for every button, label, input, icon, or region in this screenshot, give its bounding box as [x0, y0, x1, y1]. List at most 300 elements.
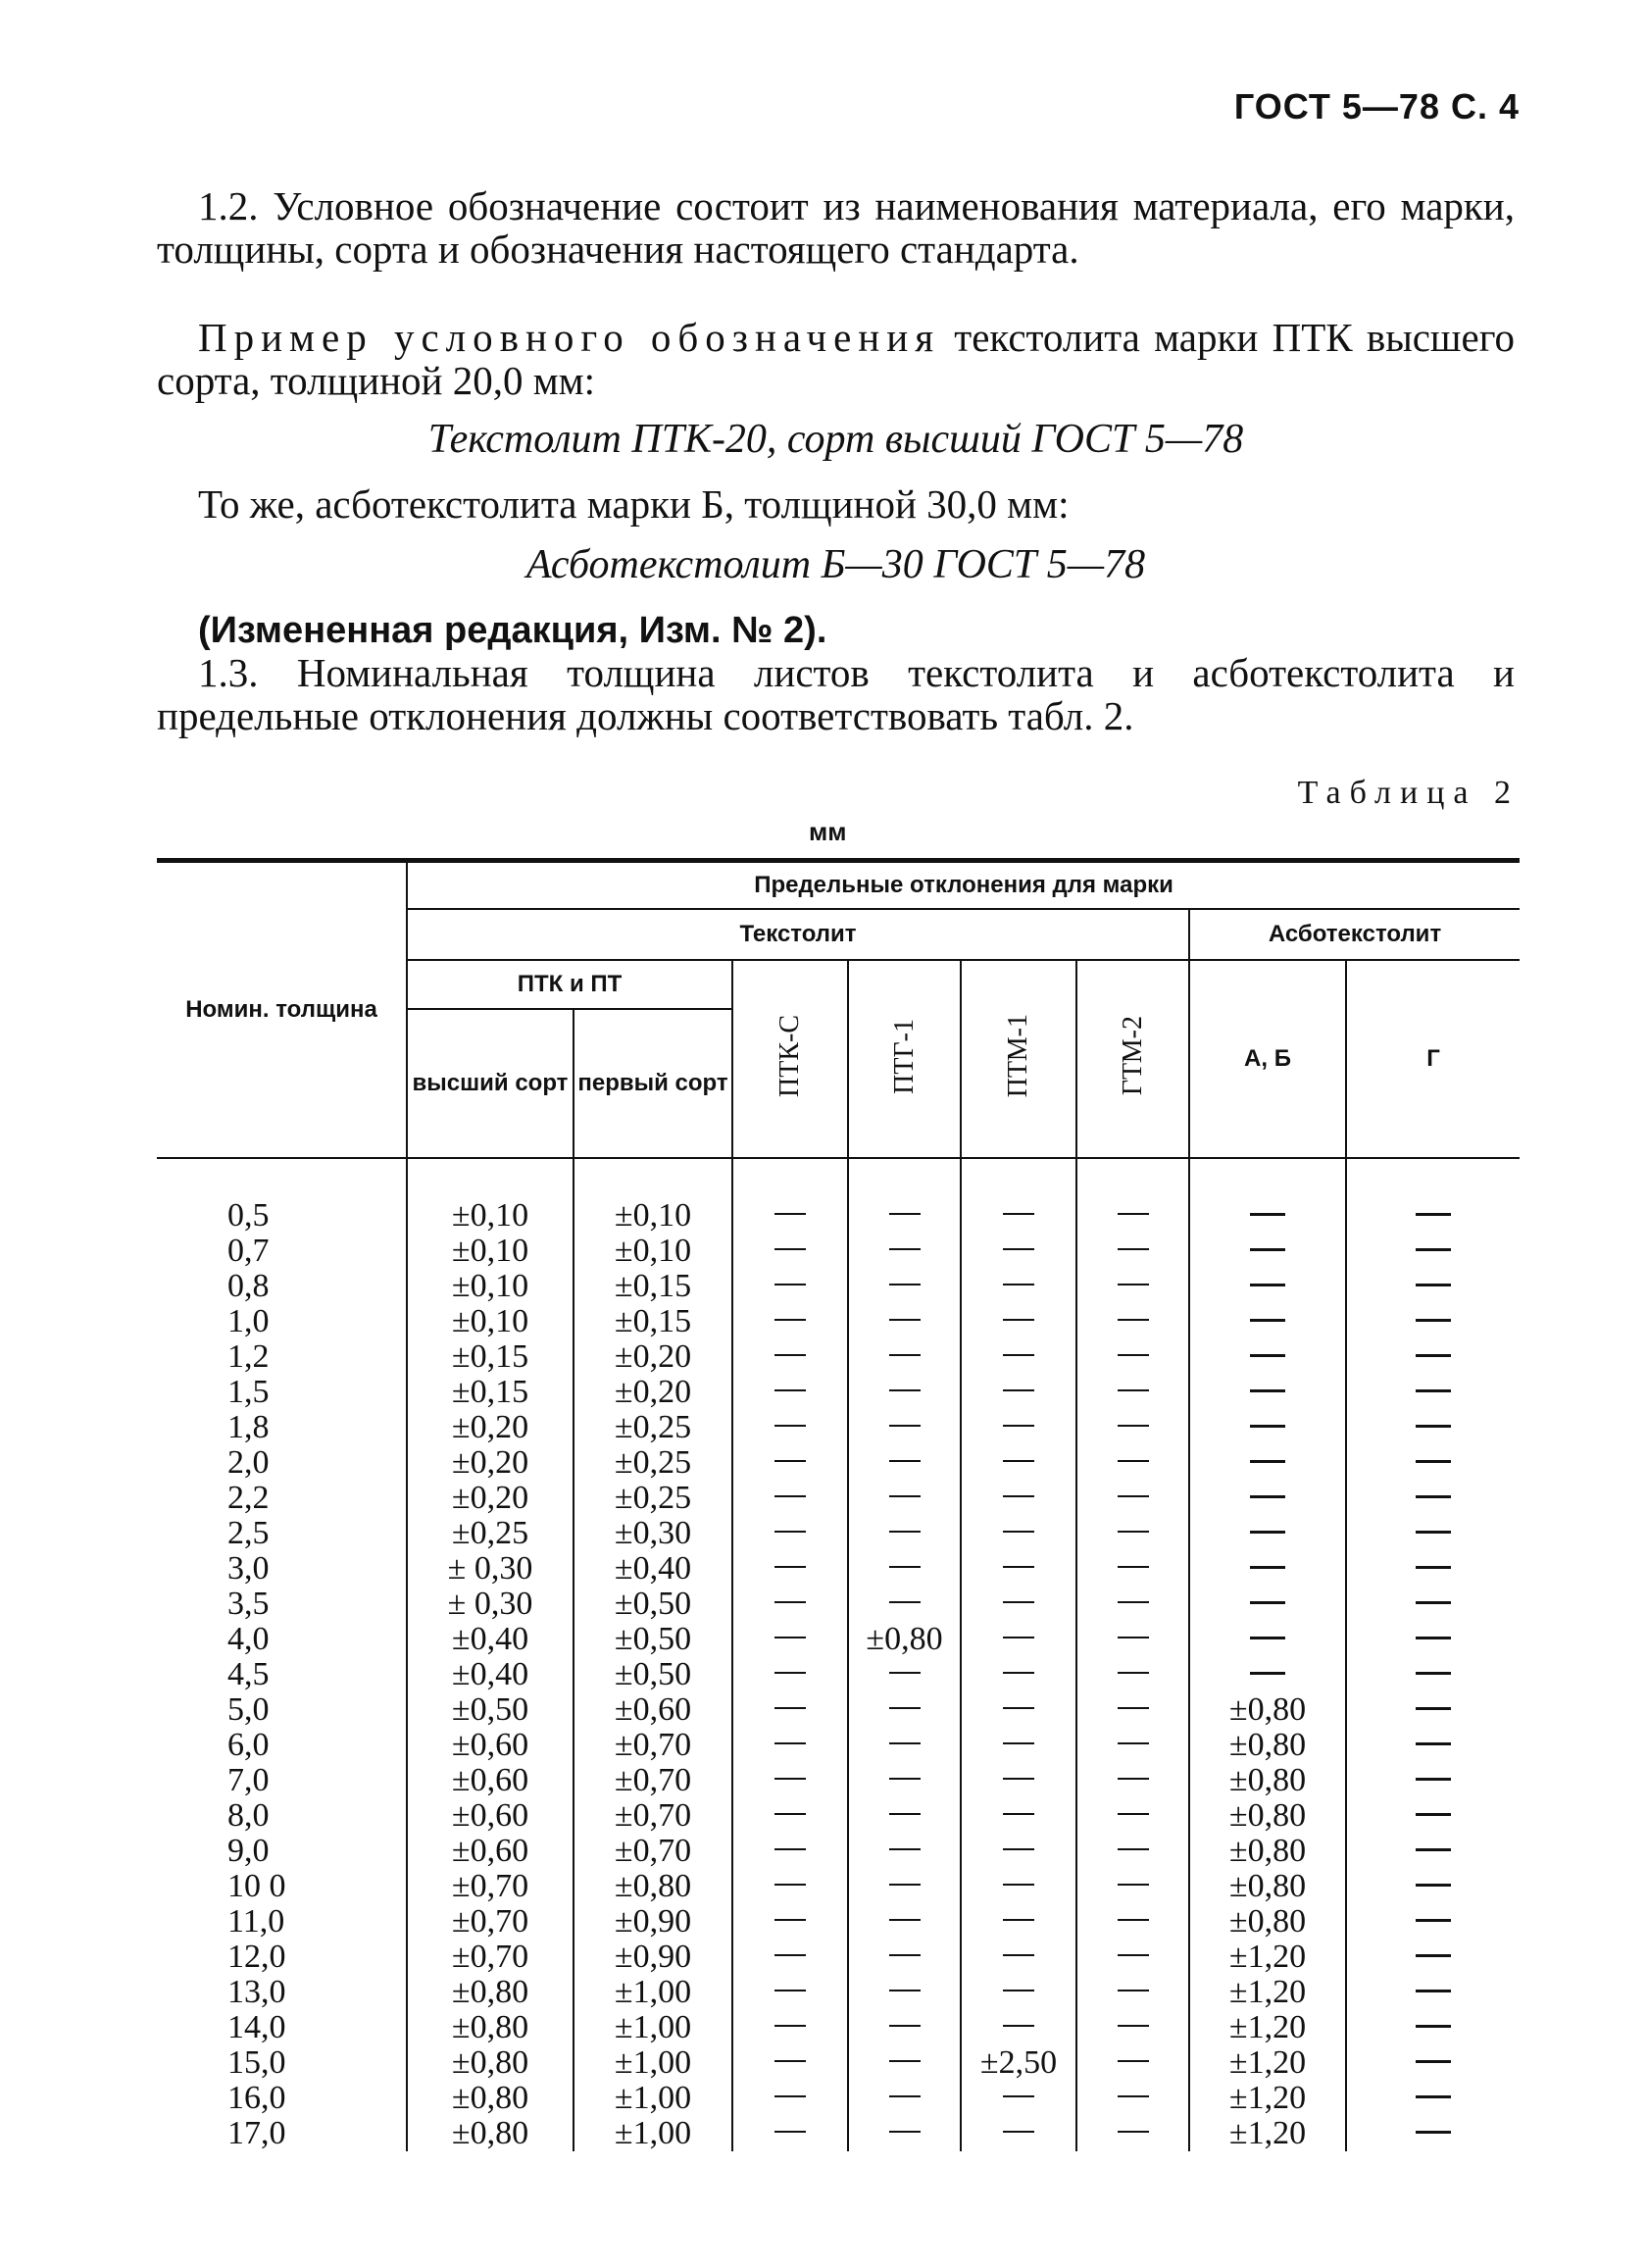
cell-highest: ±0,20	[407, 1410, 574, 1445]
dash-mark	[889, 1354, 921, 1356]
dash-mark	[1416, 1495, 1451, 1498]
dash-mark	[1416, 2025, 1451, 2028]
table-row	[157, 1551, 1520, 1587]
cell-gtm-2	[1076, 1410, 1189, 1445]
cell-nominal: 8,0	[227, 1797, 270, 1834]
dash-mark	[889, 1566, 921, 1568]
header-textolite: Текстолит	[407, 909, 1189, 960]
cell-ptg-1	[848, 1692, 961, 1728]
dash-mark	[774, 1954, 806, 1956]
dash-mark	[889, 1848, 921, 1850]
dash-mark	[1118, 1919, 1149, 1921]
cell-nominal: 7,0	[227, 1762, 270, 1798]
dash-mark	[889, 2131, 921, 2133]
cell-highest: ±0,60	[407, 1798, 574, 1834]
cell-first: ±0,10	[574, 1198, 732, 1234]
dash-mark	[1416, 1672, 1451, 1675]
dash-mark	[1416, 1284, 1451, 1286]
dash-mark	[774, 1637, 806, 1638]
cell-ptg-1	[848, 1339, 961, 1375]
dash-mark	[889, 2025, 921, 2027]
table-body	[157, 1158, 1520, 2151]
cell-ptm-1	[961, 1481, 1076, 1516]
cell-ptm-1	[961, 1304, 1076, 1339]
dash-mark	[1003, 1284, 1034, 1285]
table-row	[157, 1587, 1520, 1622]
dash-mark	[889, 1319, 921, 1321]
dash-mark	[1118, 1495, 1149, 1497]
table-row	[157, 1657, 1520, 1692]
cell-a-b	[1189, 1234, 1346, 1269]
dash-mark	[1416, 1601, 1451, 1604]
dash-mark	[1416, 1248, 1451, 1251]
dash-mark	[1416, 1566, 1451, 1569]
cell-ptk-s	[732, 1234, 848, 1269]
dash-mark	[1250, 1248, 1285, 1251]
cell-ptk-s	[732, 1798, 848, 1834]
dash-mark	[889, 1213, 921, 1215]
cell-a-b	[1189, 1516, 1346, 1551]
cell-g	[1346, 1869, 1520, 1904]
example-label: Пример условного обозначения	[198, 315, 941, 360]
cell-first: ±0,25	[574, 1481, 732, 1516]
dash-mark	[1003, 1884, 1034, 1886]
dash-mark	[889, 1742, 921, 1744]
cell-nominal: 0,7	[227, 1233, 270, 1269]
cell-g	[1346, 2045, 1520, 2081]
cell-ptm-1	[961, 1798, 1076, 1834]
example-designation-textolite: Текстолит ПТК-20, сорт высший ГОСТ 5—78	[427, 417, 1244, 462]
dash-mark	[1118, 1954, 1149, 1956]
dash-mark	[774, 1495, 806, 1497]
dash-mark	[889, 1460, 921, 1462]
cell-highest: ±0,40	[407, 1657, 574, 1692]
dash-mark	[1416, 1460, 1451, 1463]
dash-mark	[774, 1813, 806, 1815]
cell-highest: ±0,70	[407, 1940, 574, 1975]
cell-nominal: 14,0	[227, 2009, 286, 2045]
dash-mark	[889, 1884, 921, 1886]
header-ptk-s: ПТК-С	[732, 960, 848, 1158]
cell-nominal: 0,8	[227, 1268, 270, 1304]
header-gtm-2: ГТМ-2	[1076, 960, 1189, 1158]
cell-ptk-s	[732, 1269, 848, 1304]
dash-mark	[1250, 1460, 1285, 1463]
dash-mark	[1118, 1990, 1149, 1991]
cell-nominal: 4,0	[227, 1621, 270, 1657]
dash-mark	[889, 1601, 921, 1603]
cell-ptk-s	[732, 1198, 848, 1234]
header-g: Г	[1346, 960, 1520, 1158]
cell-ptg-1	[848, 1445, 961, 1481]
cell-ptk-s	[732, 1516, 848, 1551]
cell-ptg-1	[848, 1657, 961, 1692]
cell-gtm-2	[1076, 1869, 1189, 1904]
cell-a-b: ±0,80	[1189, 1904, 1346, 1940]
dash-mark	[1416, 2060, 1451, 2063]
dash-mark	[889, 1990, 921, 1991]
cell-a-b: ±0,80	[1189, 1798, 1346, 1834]
cell-a-b	[1189, 1198, 1346, 1234]
cell-a-b: ±0,80	[1189, 1728, 1346, 1763]
example-designation-asbotextolite: Асботекстолит Б—30 ГОСТ 5—78	[525, 542, 1146, 587]
cell-a-b: ±1,20	[1189, 2081, 1346, 2116]
cell-a-b	[1189, 1445, 1346, 1481]
cell-highest: ±0,20	[407, 1445, 574, 1481]
cell-first: ±0,90	[574, 1940, 732, 1975]
dash-mark	[889, 1954, 921, 1956]
cell-nominal: 10 0	[227, 1868, 286, 1904]
cell-ptm-1	[961, 1622, 1076, 1657]
table-row	[157, 1975, 1520, 2010]
cell-first: ±0,70	[574, 1834, 732, 1869]
dash-mark	[1118, 2025, 1149, 2027]
cell-nominal: 2,2	[227, 1480, 270, 1516]
table-row	[157, 1692, 1520, 1728]
cell-gtm-2	[1076, 2116, 1189, 2151]
cell-nominal: 1,8	[227, 1409, 270, 1445]
dash-mark	[1118, 1460, 1149, 1462]
header-ptg-1: ПТГ-1	[848, 960, 961, 1158]
cell-highest: ±0,80	[407, 2045, 574, 2081]
cell-ptk-s	[732, 1481, 848, 1516]
cell-highest: ±0,20	[407, 1481, 574, 1516]
cell-g	[1346, 1834, 1520, 1869]
cell-ptk-s	[732, 1410, 848, 1445]
cell-ptk-s	[732, 1904, 848, 1940]
dash-mark	[1416, 1425, 1451, 1428]
cell-a-b	[1189, 1587, 1346, 1622]
dash-mark	[889, 1495, 921, 1497]
cell-ptg-1	[848, 1551, 961, 1587]
table-row	[157, 1304, 1520, 1339]
cell-gtm-2	[1076, 2045, 1189, 2081]
table-row	[157, 1869, 1520, 1904]
cell-g	[1346, 1763, 1520, 1798]
cell-a-b: ±1,20	[1189, 1940, 1346, 1975]
document-code: ГОСТ 5—78 С. 4	[1233, 86, 1520, 126]
dash-mark	[1118, 2060, 1149, 2062]
cell-g	[1346, 1587, 1520, 1622]
dash-mark	[1003, 1389, 1034, 1391]
dash-mark	[1118, 1884, 1149, 1886]
dash-mark	[889, 1919, 921, 1921]
dash-mark	[1118, 1813, 1149, 1815]
cell-nominal: 6,0	[227, 1727, 270, 1763]
cell-ptg-1	[848, 1304, 961, 1339]
cell-first: ±1,00	[574, 1975, 732, 2010]
cell-ptk-s	[732, 2116, 848, 2151]
header-limit-deviations: Предельные отклонения для марки	[407, 861, 1520, 910]
dash-mark	[1416, 1778, 1451, 1781]
dash-mark	[774, 1389, 806, 1391]
dash-mark	[774, 1919, 806, 1921]
dash-mark	[774, 2025, 806, 2027]
dash-mark	[889, 1425, 921, 1427]
cell-first: ±0,90	[574, 1904, 732, 1940]
dash-mark	[1416, 1213, 1451, 1216]
cell-a-b	[1189, 1551, 1346, 1587]
dash-mark	[774, 1248, 806, 1250]
table-row	[157, 1763, 1520, 1798]
cell-gtm-2	[1076, 1728, 1189, 1763]
cell-highest: ±0,15	[407, 1375, 574, 1410]
cell-ptm-1	[961, 1375, 1076, 1410]
cell-ptk-s	[732, 1869, 848, 1904]
dash-mark	[774, 1284, 806, 1285]
cell-nominal: 17,0	[227, 2115, 286, 2151]
cell-gtm-2	[1076, 1975, 1189, 2010]
dash-mark	[774, 1460, 806, 1462]
cell-ptg-1	[848, 1869, 961, 1904]
dash-mark	[1416, 1954, 1451, 1957]
cell-g	[1346, 1375, 1520, 1410]
cell-ptk-s	[732, 2045, 848, 2081]
cell-ptm-1	[961, 2116, 1076, 2151]
cell-first: ±0,15	[574, 1304, 732, 1339]
cell-first: ±0,70	[574, 1728, 732, 1763]
dash-mark	[1003, 1848, 1034, 1850]
cell-gtm-2	[1076, 1375, 1189, 1410]
dash-mark	[1118, 1672, 1149, 1674]
cell-g	[1346, 2010, 1520, 2045]
dash-mark	[1003, 2131, 1034, 2133]
cell-highest: ±0,60	[407, 1728, 574, 1763]
cell-nominal: 11,0	[227, 1903, 285, 1940]
dash-mark	[1416, 1389, 1451, 1392]
dash-mark	[1118, 1248, 1149, 1250]
table-row	[157, 1375, 1520, 1410]
cell-highest: ±0,70	[407, 1904, 574, 1940]
cell-ptk-s	[732, 1728, 848, 1763]
cell-first: ±0,50	[574, 1657, 732, 1692]
cell-highest: ±0,80	[407, 2081, 574, 2116]
cell-g	[1346, 1516, 1520, 1551]
dash-mark	[1250, 1354, 1285, 1357]
cell-ptk-s	[732, 1692, 848, 1728]
dash-mark	[889, 2060, 921, 2062]
dash-mark	[1416, 1319, 1451, 1322]
dash-mark	[1003, 1495, 1034, 1497]
dash-mark	[1118, 2095, 1149, 2097]
dash-mark	[774, 2131, 806, 2133]
dash-mark	[774, 1848, 806, 1850]
thickness-tolerance-table	[157, 858, 1520, 2151]
cell-ptk-s	[732, 1304, 848, 1339]
cell-ptg-1	[848, 2010, 961, 2045]
dash-mark	[774, 1742, 806, 1744]
cell-ptm-1	[961, 1728, 1076, 1763]
dash-mark	[1118, 1425, 1149, 1427]
cell-a-b	[1189, 1269, 1346, 1304]
cell-a-b: ±1,20	[1189, 2045, 1346, 2081]
cell-highest: ±0,70	[407, 1869, 574, 1904]
cell-first: ±0,20	[574, 1375, 732, 1410]
table-row	[157, 1269, 1520, 1304]
cell-ptg-1	[848, 1975, 961, 2010]
paragraph-1-3: 1.3. Номинальная толщина листов текстолита и асботекстолита и предельные отклонения должны соответствовать табл. 2.	[157, 650, 1515, 738]
dash-mark	[1003, 1213, 1034, 1215]
cell-highest: ± 0,30	[407, 1587, 574, 1622]
dash-mark	[1118, 1778, 1149, 1780]
dash-mark	[774, 1566, 806, 1568]
cell-first: ±0,60	[574, 1692, 732, 1728]
cell-ptg-1	[848, 1481, 961, 1516]
cell-ptg-1: ±0,80	[848, 1622, 961, 1657]
cell-nominal: 2,0	[227, 1444, 270, 1481]
cell-gtm-2	[1076, 1339, 1189, 1375]
dash-mark	[774, 1213, 806, 1215]
table-row	[157, 1339, 1520, 1375]
header-nominal-thickness: Номин. толщина	[157, 861, 407, 1159]
cell-ptk-s	[732, 1339, 848, 1375]
dash-mark	[1118, 1319, 1149, 1321]
cell-ptg-1	[848, 1587, 961, 1622]
cell-first: ±1,00	[574, 2081, 732, 2116]
dash-mark	[1250, 1284, 1285, 1286]
dash-mark	[889, 1813, 921, 1815]
dash-mark	[1250, 1672, 1285, 1675]
cell-first: ±0,50	[574, 1587, 732, 1622]
header-asbotextolite: Асботекстолит	[1189, 909, 1520, 960]
cell-highest: ±0,15	[407, 1339, 574, 1375]
dash-mark	[1416, 1848, 1451, 1851]
cell-nominal: 15,0	[227, 2044, 286, 2081]
cell-ptm-1	[961, 1834, 1076, 1869]
cell-highest: ± 0,30	[407, 1551, 574, 1587]
cell-gtm-2	[1076, 1940, 1189, 1975]
cell-a-b: ±1,20	[1189, 2116, 1346, 2151]
dash-mark	[1250, 1566, 1285, 1569]
cell-g	[1346, 1657, 1520, 1692]
cell-g	[1346, 1269, 1520, 1304]
cell-nominal: 12,0	[227, 1939, 286, 1975]
cell-a-b	[1189, 1657, 1346, 1692]
table-row	[157, 2010, 1520, 2045]
dash-mark	[1118, 1707, 1149, 1709]
cell-gtm-2	[1076, 1269, 1189, 1304]
dash-mark	[774, 1319, 806, 1321]
cell-g	[1346, 1551, 1520, 1587]
dash-mark	[889, 1389, 921, 1391]
table-row	[157, 2081, 1520, 2116]
cell-ptk-s	[732, 1763, 848, 1798]
dash-mark	[774, 1672, 806, 1674]
dash-mark	[1250, 1319, 1285, 1322]
dash-mark	[1250, 1601, 1285, 1604]
cell-first: ±0,70	[574, 1763, 732, 1798]
cell-highest: ±0,80	[407, 2116, 574, 2151]
dash-mark	[1003, 1425, 1034, 1427]
cell-nominal: 3,5	[227, 1586, 270, 1622]
dash-mark	[774, 1531, 806, 1533]
table-row	[157, 1198, 1520, 1234]
dash-mark	[1118, 1389, 1149, 1391]
dash-mark	[1416, 1742, 1451, 1745]
dash-mark	[1250, 1637, 1285, 1639]
dash-mark	[1118, 1566, 1149, 1568]
cell-g	[1346, 1304, 1520, 1339]
cell-highest: ±0,60	[407, 1834, 574, 1869]
cell-gtm-2	[1076, 1692, 1189, 1728]
cell-gtm-2	[1076, 1587, 1189, 1622]
dash-mark	[1003, 1566, 1034, 1568]
dash-mark	[889, 1248, 921, 1250]
dash-mark	[889, 1284, 921, 1285]
cell-ptg-1	[848, 2116, 961, 2151]
cell-ptm-1	[961, 1410, 1076, 1445]
cell-a-b	[1189, 1304, 1346, 1339]
cell-gtm-2	[1076, 1516, 1189, 1551]
cell-nominal: 13,0	[227, 1974, 286, 2010]
cell-gtm-2	[1076, 1234, 1189, 1269]
cell-ptk-s	[732, 1940, 848, 1975]
cell-first: ±0,15	[574, 1269, 732, 1304]
cell-first: ±0,10	[574, 1234, 732, 1269]
cell-highest: ±0,10	[407, 1234, 574, 1269]
header-a-b: А, Б	[1189, 960, 1346, 1158]
table-unit: мм	[809, 817, 847, 846]
dash-mark	[1118, 1637, 1149, 1638]
cell-ptg-1	[848, 2081, 961, 2116]
cell-gtm-2	[1076, 1622, 1189, 1657]
cell-gtm-2	[1076, 1551, 1189, 1587]
cell-ptm-1: ±2,50	[961, 2045, 1076, 2081]
dash-mark	[1416, 1813, 1451, 1816]
cell-nominal: 1,5	[227, 1374, 270, 1410]
header-first-grade: первый сорт	[574, 1009, 732, 1158]
cell-g	[1346, 1339, 1520, 1375]
dash-mark	[1416, 1531, 1451, 1534]
cell-ptm-1	[961, 1763, 1076, 1798]
cell-first: ±0,20	[574, 1339, 732, 1375]
cell-g	[1346, 2081, 1520, 2116]
table-row	[157, 1834, 1520, 1869]
dash-mark	[1003, 1601, 1034, 1603]
cell-first: ±1,00	[574, 2116, 732, 2151]
dash-mark	[1003, 2095, 1034, 2097]
paragraph-example-intro	[157, 316, 1515, 402]
cell-first: ±0,70	[574, 1798, 732, 1834]
dash-mark	[1003, 1460, 1034, 1462]
dash-mark	[889, 1707, 921, 1709]
dash-mark	[1003, 1637, 1034, 1638]
dash-mark	[1416, 2131, 1451, 2134]
cell-ptm-1	[961, 1234, 1076, 1269]
cell-first: ±0,30	[574, 1516, 732, 1551]
table-row	[157, 1445, 1520, 1481]
cell-ptm-1	[961, 1198, 1076, 1234]
cell-highest: ±0,50	[407, 1692, 574, 1728]
cell-ptg-1	[848, 1269, 961, 1304]
dash-mark	[1118, 1284, 1149, 1285]
cell-a-b: ±0,80	[1189, 1692, 1346, 1728]
dash-mark	[1003, 1813, 1034, 1815]
dash-mark	[774, 1425, 806, 1427]
cell-ptm-1	[961, 1657, 1076, 1692]
table-row	[157, 1516, 1520, 1551]
cell-ptk-s	[732, 1622, 848, 1657]
cell-ptm-1	[961, 1587, 1076, 1622]
cell-gtm-2	[1076, 2081, 1189, 2116]
table-row	[157, 1728, 1520, 1763]
cell-g	[1346, 1975, 1520, 2010]
table-row	[157, 2116, 1520, 2151]
cell-g	[1346, 1728, 1520, 1763]
dash-mark	[1003, 1954, 1034, 1956]
dash-mark	[1003, 1990, 1034, 1991]
dash-mark	[889, 1531, 921, 1533]
